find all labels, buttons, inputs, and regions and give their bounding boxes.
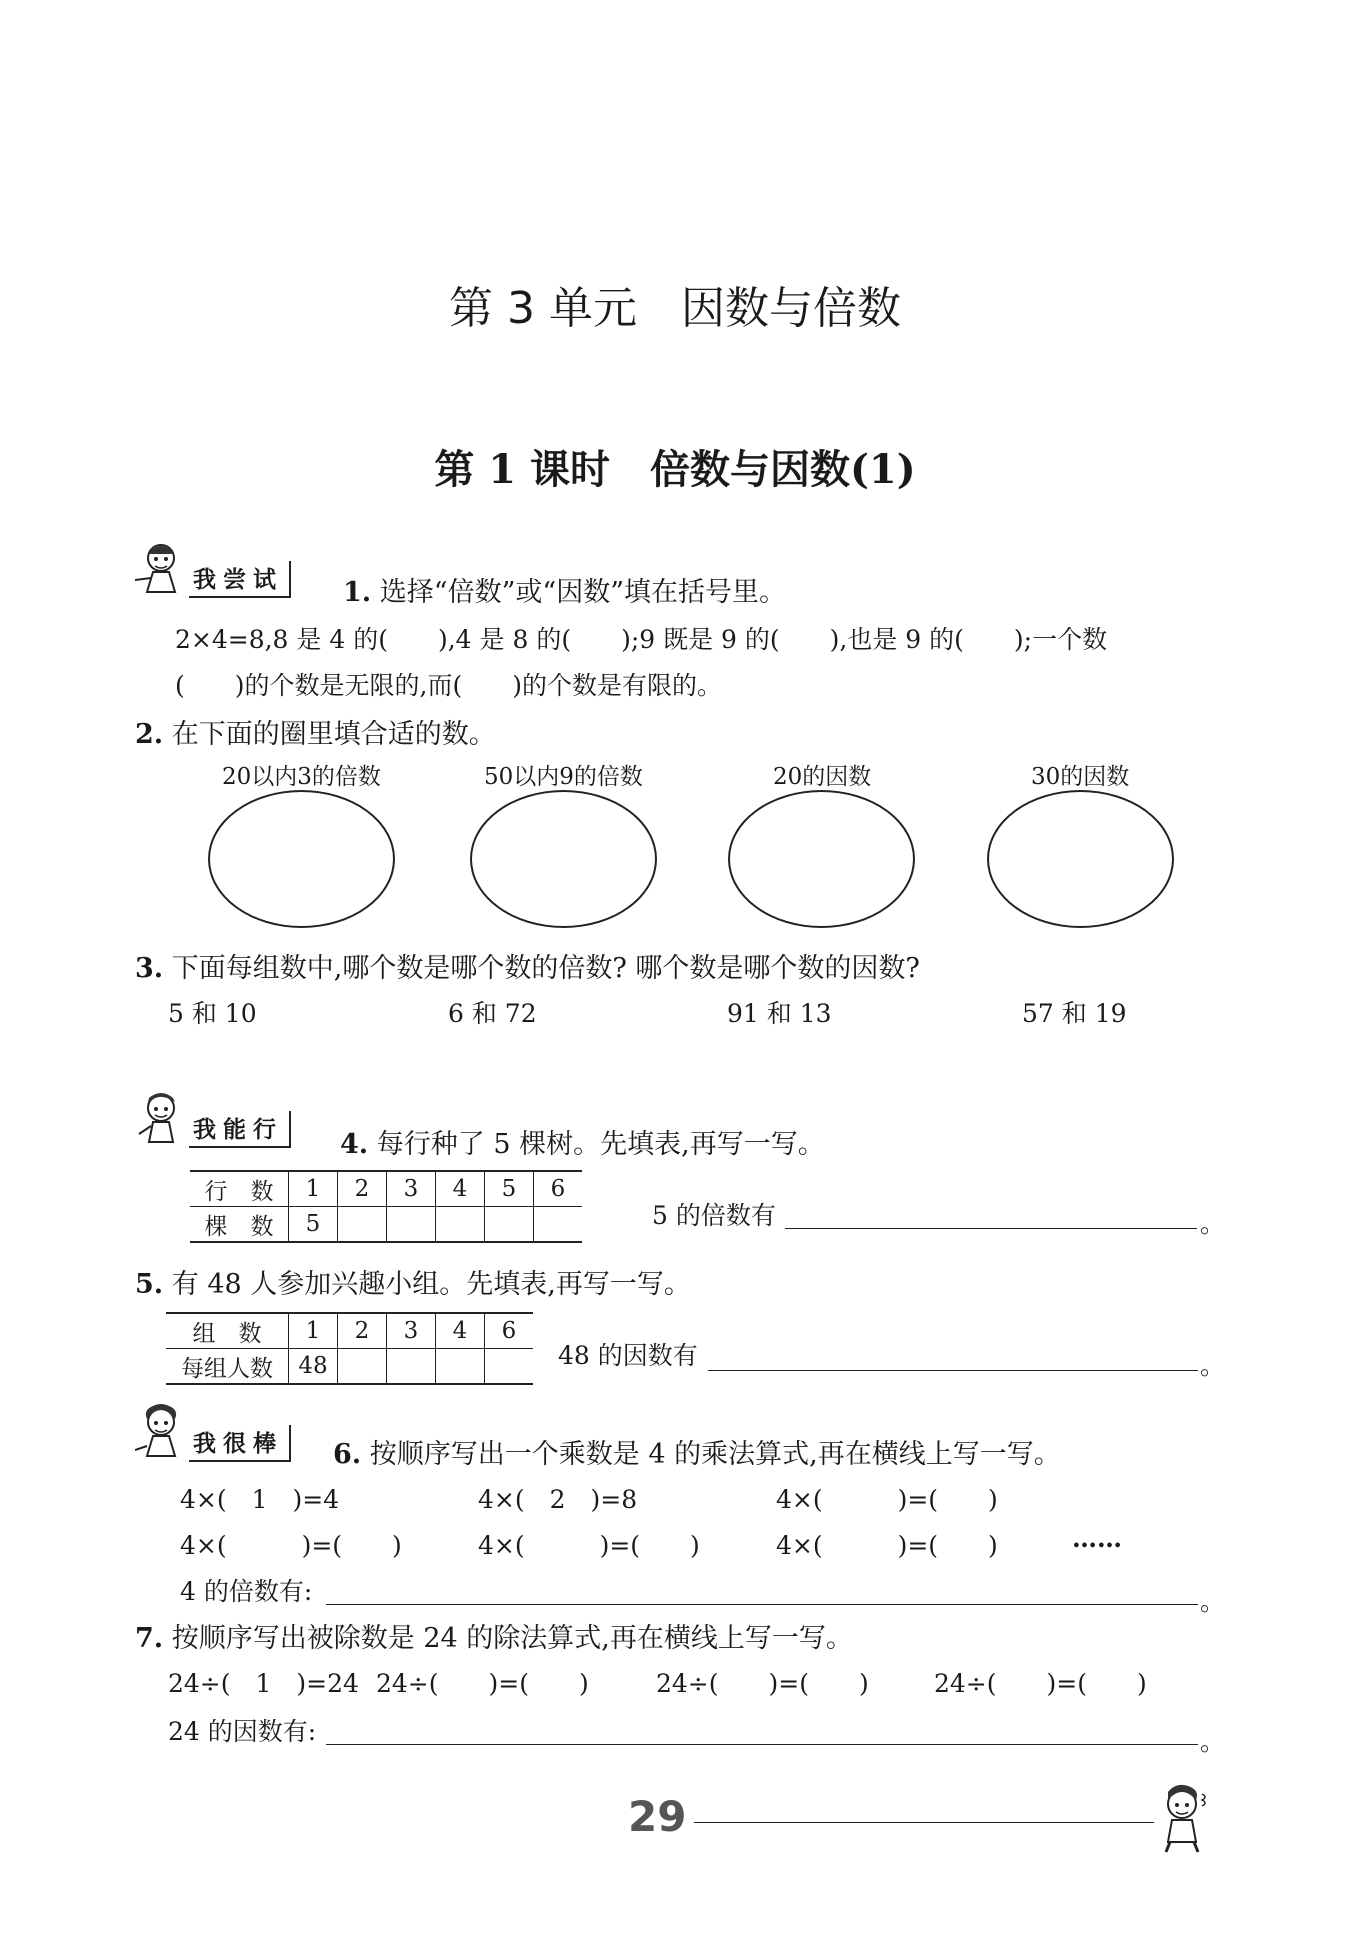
tree-table [190, 1170, 582, 1243]
table-cell[interactable] [338, 1207, 387, 1243]
table-cell[interactable] [436, 1349, 485, 1385]
boy-mascot-icon [135, 1090, 189, 1148]
question-number: 2. [135, 719, 164, 750]
question-1 [343, 570, 786, 609]
girl-mascot-icon [135, 540, 189, 598]
question-text: 按顺序写出一个乘数是 4 的乘法算式,再在横线上写一写。 [369, 1439, 1061, 1470]
number-pair-4: 57 和 19 [1022, 999, 1127, 1028]
table-header: 行 数 [190, 1171, 289, 1207]
table-cell[interactable] [485, 1349, 534, 1385]
table-cell: 5 [485, 1171, 534, 1207]
answer-oval-3[interactable] [728, 790, 915, 928]
section-label-great: 我很棒 [189, 1425, 291, 1462]
table-cell[interactable]: 48 [289, 1349, 338, 1385]
question-number: 7. [135, 1623, 164, 1654]
section-banner-try [135, 540, 291, 598]
answer-label-multiples-5: 5 的倍数有 [652, 1201, 776, 1230]
period: 。 [1200, 1587, 1226, 1616]
lesson-title: 第 1 课时 倍数与因数(1) [434, 446, 916, 493]
equation: 4×( 2 )=8 [478, 1485, 638, 1514]
table-cell: 2 [338, 1313, 387, 1349]
period: 。 [1200, 1727, 1226, 1756]
table-cell[interactable] [485, 1207, 534, 1243]
table-cell: 2 [338, 1171, 387, 1207]
question-number: 3. [135, 953, 164, 984]
page-number: 29 [628, 1792, 687, 1841]
answer-label-factors-24: 24 的因数有: [168, 1717, 317, 1746]
question-7 [135, 1616, 853, 1655]
question-text: 下面每组数中,哪个数是哪个数的倍数? 哪个数是哪个数的因数? [171, 953, 920, 984]
group-table [166, 1312, 533, 1385]
question-number: 1. [343, 577, 372, 608]
question-number: 5. [135, 1269, 164, 1300]
table-cell[interactable] [534, 1207, 583, 1243]
question-4 [340, 1122, 825, 1161]
table-cell: 1 [289, 1313, 338, 1349]
table-cell[interactable] [387, 1349, 436, 1385]
equation: 4×( 1 )=4 [180, 1485, 340, 1514]
answer-line-multiples-4[interactable] [326, 1604, 1198, 1605]
question-2 [135, 712, 496, 751]
q1-line-2: ( )的个数是无限的,而( )的个数是有限的。 [175, 671, 722, 700]
equation[interactable]: 4×( )=( ) [776, 1485, 998, 1514]
footer-mascot-icon [1152, 1784, 1212, 1854]
question-text: 按顺序写出被除数是 24 的除法算式,再在横线上写一写。 [171, 1623, 853, 1654]
table-header: 组 数 [166, 1313, 289, 1349]
table-cell: 1 [289, 1171, 338, 1207]
table-header: 棵 数 [190, 1207, 289, 1243]
number-pair-1: 5 和 10 [168, 999, 257, 1028]
table-cell: 3 [387, 1171, 436, 1207]
equation[interactable]: 24÷( )=( ) [656, 1669, 869, 1698]
question-number: 6. [333, 1439, 362, 1470]
table-cell[interactable] [387, 1207, 436, 1243]
ellipsis: …… [1072, 1524, 1122, 1553]
section-label-try: 我尝试 [189, 561, 291, 598]
table-cell: 4 [436, 1171, 485, 1207]
question-text: 有 48 人参加兴趣小组。先填表,再写一写。 [171, 1269, 691, 1300]
question-text: 每行种了 5 棵树。先填表,再写一写。 [376, 1129, 825, 1160]
circle-label-3: 20的因数 [773, 764, 872, 790]
question-5 [135, 1262, 691, 1301]
table-cell: 6 [534, 1171, 583, 1207]
question-6 [333, 1432, 1061, 1471]
period: 。 [1200, 1351, 1226, 1380]
question-number: 4. [340, 1129, 369, 1160]
table-cell[interactable] [436, 1207, 485, 1243]
table-cell[interactable] [338, 1349, 387, 1385]
period: 。 [1200, 1209, 1226, 1238]
equation[interactable]: 4×( )=( ) [478, 1531, 700, 1560]
question-3 [135, 946, 920, 985]
table-header: 每组人数 [166, 1349, 289, 1385]
equation[interactable]: 24÷( )=( ) [934, 1669, 1147, 1698]
answer-oval-2[interactable] [470, 790, 657, 928]
number-pair-2: 6 和 72 [448, 999, 537, 1028]
circle-label-2: 50以内9的倍数 [484, 764, 643, 790]
section-banner-great [135, 1404, 291, 1462]
equation: 24÷( 1 )=24 [168, 1669, 359, 1698]
question-text: 选择“倍数”或“因数”填在括号里。 [379, 577, 786, 608]
girl-mascot-icon [135, 1404, 189, 1462]
equation[interactable]: 4×( )=( ) [180, 1531, 402, 1560]
answer-label-factors-48: 48 的因数有 [558, 1341, 698, 1370]
answer-oval-4[interactable] [987, 790, 1174, 928]
q1-line-1: 2×4=8,8 是 4 的( ),4 是 8 的( );9 既是 9 的( ),也是 9 的( );一个数 [175, 625, 1108, 654]
number-pair-3: 91 和 13 [727, 999, 832, 1028]
table-cell[interactable]: 5 [289, 1207, 338, 1243]
equation[interactable]: 24÷( )=( ) [376, 1669, 589, 1698]
table-cell: 6 [485, 1313, 534, 1349]
question-text: 在下面的圈里填合适的数。 [171, 719, 496, 750]
table-cell: 3 [387, 1313, 436, 1349]
section-banner-can [135, 1090, 291, 1148]
answer-label-multiples-4: 4 的倍数有: [180, 1577, 313, 1606]
circle-label-1: 20以内3的倍数 [222, 764, 381, 790]
table-cell: 4 [436, 1313, 485, 1349]
answer-line-multiples-5[interactable] [785, 1228, 1197, 1229]
section-label-can: 我能行 [189, 1111, 291, 1148]
circle-label-4: 30的因数 [1031, 764, 1130, 790]
footer-rule [694, 1822, 1154, 1823]
equation[interactable]: 4×( )=( ) [776, 1531, 998, 1560]
answer-line-factors-48[interactable] [708, 1370, 1198, 1371]
answer-oval-1[interactable] [208, 790, 395, 928]
unit-title: 第 3 单元 因数与倍数 [449, 283, 901, 334]
answer-line-factors-24[interactable] [326, 1744, 1198, 1745]
